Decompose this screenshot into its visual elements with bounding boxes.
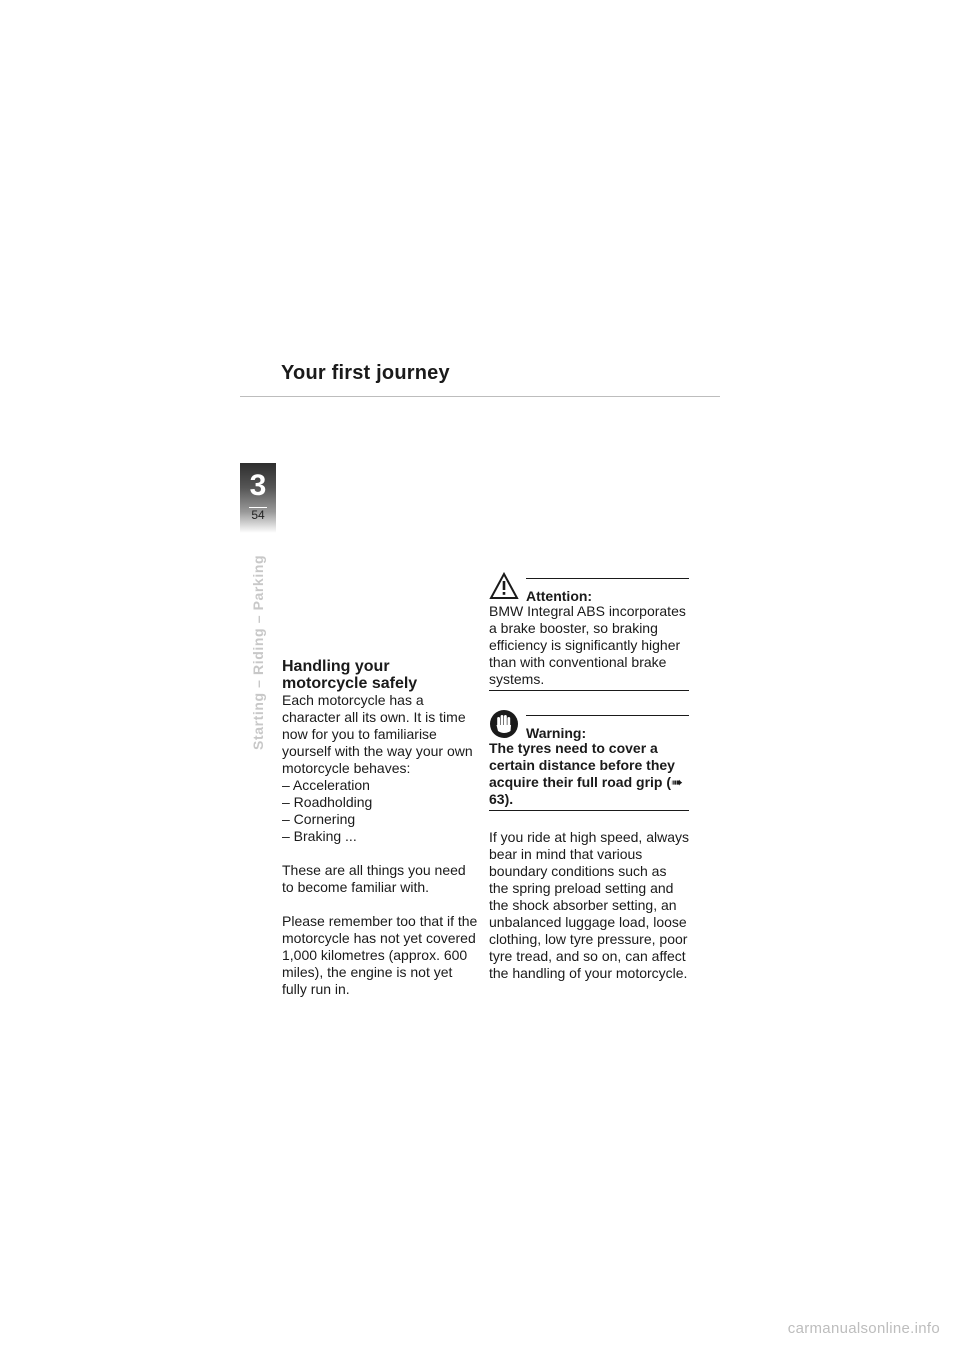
warning-hand-icon [489,709,519,743]
attention-text: BMW Integral ABS incorporates a brake booster, so braking efficiency is significantly higher than with conventional brake systems. [489,603,686,687]
attention-label: Attention: [526,588,593,604]
section-heading: Handling your motorcycle safely [282,658,418,692]
high-speed-paragraph: If you ride at high speed, always bear in mind that various boundary conditions such as the spring preload setting and the shock absorber setting, an unbalanced luggage load, loose clothing, low tyre pressure, poor tyre tread, and so on, can affect the handling of your motorcycle. [489,829,690,981]
handling-list [282,777,478,845]
right-column [489,578,689,982]
attention-notice [489,578,689,691]
title-rule [240,396,720,397]
footer-watermark: carmanualsonline.info [787,1320,940,1337]
warning-text: The tyres need to cover a certain distance before they acquire their full road grip (➠ 63). [489,740,683,807]
list-item: – Braking ... [282,828,357,844]
warning-notice [489,715,689,811]
chapter-side-caption: Starting – Riding – Parking [250,554,266,750]
run-in-paragraph: Please remember too that if the motorcycle has not yet covered 1,000 kilometres (approx. 600 miles), the engine is not yet fully run in. [282,913,478,997]
notice-rule [526,715,689,716]
intro-paragraph: Each motorcycle has a character all its own. It is time now for you to familiarise yourself with the way your own motorcycle behaves: [282,692,473,776]
page-title: Your first journey [281,362,450,384]
warning-label: Warning: [526,725,587,741]
list-item: – Acceleration [282,777,370,793]
familiar-paragraph: These are all things you need to become familiar with. [282,862,466,895]
list-item: – Roadholding [282,794,373,810]
list-item: – Cornering [282,811,356,827]
chapter-tab [240,463,276,533]
left-column [282,658,478,998]
attention-triangle-icon [489,572,519,604]
notice-rule [526,578,689,579]
chapter-number: 3 [249,469,267,502]
page-number: 54 [251,508,265,522]
